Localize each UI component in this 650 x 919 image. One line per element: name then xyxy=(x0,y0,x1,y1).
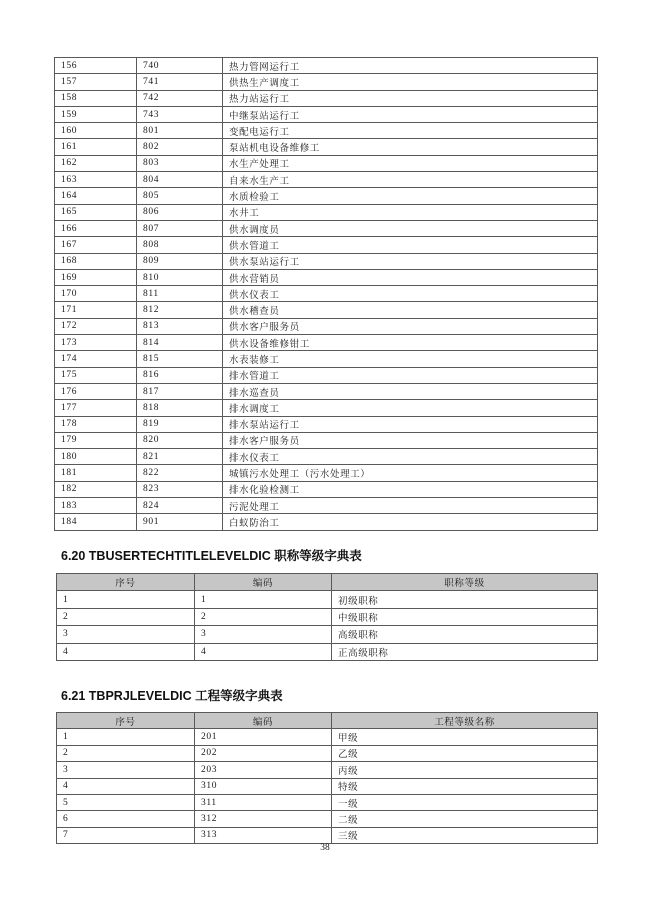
title-level-table xyxy=(56,573,598,661)
table-cell: 热力管网运行工 xyxy=(223,58,598,74)
table-row xyxy=(57,591,598,608)
column-header: 职称等级 xyxy=(332,574,598,591)
table-cell: 中级职称 xyxy=(332,608,598,625)
table-cell: 805 xyxy=(137,188,223,204)
table-cell: 乙级 xyxy=(332,745,598,761)
table-row xyxy=(55,220,598,236)
table-cell: 2 xyxy=(57,745,195,761)
table-cell: 水生产处理工 xyxy=(223,155,598,171)
job-code-table xyxy=(54,57,598,531)
table-cell: 741 xyxy=(137,74,223,90)
title-level-table-head xyxy=(57,574,598,591)
table-cell: 自来水生产工 xyxy=(223,172,598,188)
table-cell: 824 xyxy=(137,498,223,514)
table-cell: 2 xyxy=(57,608,195,625)
table-row xyxy=(55,269,598,285)
table-cell: 806 xyxy=(137,204,223,220)
table-row xyxy=(55,449,598,465)
table-row xyxy=(55,416,598,432)
table-row xyxy=(57,626,598,643)
table-cell: 4 xyxy=(57,778,195,794)
table-cell: 4 xyxy=(195,643,332,660)
table-cell: 818 xyxy=(137,400,223,416)
table-row xyxy=(55,139,598,155)
table-cell: 供水仪表工 xyxy=(223,286,598,302)
table-cell: 5 xyxy=(57,794,195,810)
table-row xyxy=(55,400,598,416)
table-cell: 819 xyxy=(137,416,223,432)
table-cell: 803 xyxy=(137,155,223,171)
table-cell: 水井工 xyxy=(223,204,598,220)
table-cell: 泵站机电设备维修工 xyxy=(223,139,598,155)
table-cell: 初级职称 xyxy=(332,591,598,608)
table-cell: 157 xyxy=(55,74,137,90)
header-row xyxy=(57,713,598,729)
column-header: 编码 xyxy=(195,574,332,591)
table-cell: 水表装修工 xyxy=(223,351,598,367)
section-6-20-heading: 6.20 TBUSERTECHTITLELEVELDIC 职称等级字典表 xyxy=(61,549,362,563)
column-header: 序号 xyxy=(57,713,195,729)
table-cell: 169 xyxy=(55,269,137,285)
table-cell: 168 xyxy=(55,253,137,269)
table-row xyxy=(55,498,598,514)
table-row xyxy=(57,827,598,843)
table-cell: 808 xyxy=(137,237,223,253)
table-cell: 变配电运行工 xyxy=(223,123,598,139)
table-cell: 排水管道工 xyxy=(223,367,598,383)
table-cell: 2 xyxy=(195,608,332,625)
header-row xyxy=(57,574,598,591)
project-level-table-body xyxy=(57,729,598,844)
column-header: 编码 xyxy=(195,713,332,729)
table-cell: 水质检验工 xyxy=(223,188,598,204)
table-cell: 1 xyxy=(195,591,332,608)
table-cell: 164 xyxy=(55,188,137,204)
table-row xyxy=(55,351,598,367)
table-cell: 810 xyxy=(137,269,223,285)
project-level-table-head xyxy=(57,713,598,729)
table-row xyxy=(55,481,598,497)
table-row xyxy=(55,367,598,383)
table-cell: 白蚁防治工 xyxy=(223,514,598,530)
table-cell: 供水稽查员 xyxy=(223,302,598,318)
table-cell: 3 xyxy=(195,626,332,643)
table-cell: 7 xyxy=(57,827,195,843)
table-cell: 201 xyxy=(195,729,332,745)
table-cell: 158 xyxy=(55,90,137,106)
table-cell: 311 xyxy=(195,794,332,810)
table-cell: 三级 xyxy=(332,827,598,843)
table-cell: 804 xyxy=(137,172,223,188)
table-cell: 160 xyxy=(55,123,137,139)
table-row xyxy=(55,335,598,351)
table-cell: 3 xyxy=(57,762,195,778)
table-cell: 820 xyxy=(137,432,223,448)
table-cell: 二级 xyxy=(332,811,598,827)
table-cell: 排水客户服务员 xyxy=(223,432,598,448)
table-row xyxy=(55,514,598,530)
table-cell: 177 xyxy=(55,400,137,416)
table-cell: 165 xyxy=(55,204,137,220)
table-cell: 热力站运行工 xyxy=(223,90,598,106)
table-cell: 313 xyxy=(195,827,332,843)
table-row xyxy=(55,172,598,188)
section-6-21-heading: 6.21 TBPRJLEVELDIC 工程等级字典表 xyxy=(61,689,283,703)
table-cell: 163 xyxy=(55,172,137,188)
table-cell: 159 xyxy=(55,106,137,122)
page-number: 38 xyxy=(320,843,330,853)
table-row xyxy=(57,745,598,761)
table-cell: 742 xyxy=(137,90,223,106)
table-cell: 812 xyxy=(137,302,223,318)
table-row xyxy=(57,608,598,625)
table-cell: 排水巡查员 xyxy=(223,383,598,399)
table-cell: 174 xyxy=(55,351,137,367)
table-cell: 170 xyxy=(55,286,137,302)
job-code-table-body xyxy=(55,58,598,531)
table-cell: 4 xyxy=(57,643,195,660)
table-cell: 城镇污水处理工（污水处理工） xyxy=(223,465,598,481)
table-cell: 排水调度工 xyxy=(223,400,598,416)
table-cell: 743 xyxy=(137,106,223,122)
table-cell: 甲级 xyxy=(332,729,598,745)
table-cell: 813 xyxy=(137,318,223,334)
table-cell: 161 xyxy=(55,139,137,155)
table-cell: 污泥处理工 xyxy=(223,498,598,514)
table-cell: 202 xyxy=(195,745,332,761)
table-cell: 排水仪表工 xyxy=(223,449,598,465)
table-row xyxy=(55,302,598,318)
table-cell: 312 xyxy=(195,811,332,827)
table-cell: 供水调度员 xyxy=(223,220,598,236)
table-cell: 740 xyxy=(137,58,223,74)
table-cell: 3 xyxy=(57,626,195,643)
table-cell: 809 xyxy=(137,253,223,269)
table-cell: 1 xyxy=(57,729,195,745)
table-row xyxy=(55,286,598,302)
table-row xyxy=(55,318,598,334)
table-cell: 811 xyxy=(137,286,223,302)
table-cell: 817 xyxy=(137,383,223,399)
table-cell: 166 xyxy=(55,220,137,236)
table-row xyxy=(55,58,598,74)
table-cell: 167 xyxy=(55,237,137,253)
table-cell: 184 xyxy=(55,514,137,530)
table-cell: 807 xyxy=(137,220,223,236)
table-cell: 181 xyxy=(55,465,137,481)
column-header: 序号 xyxy=(57,574,195,591)
table-row xyxy=(57,778,598,794)
table-cell: 排水泵站运行工 xyxy=(223,416,598,432)
table-row xyxy=(55,465,598,481)
table-cell: 176 xyxy=(55,383,137,399)
table-cell: 供水设备维修钳工 xyxy=(223,335,598,351)
table-row xyxy=(55,188,598,204)
table-cell: 182 xyxy=(55,481,137,497)
table-cell: 203 xyxy=(195,762,332,778)
table-cell: 特级 xyxy=(332,778,598,794)
title-level-table-body xyxy=(57,591,598,661)
table-cell: 供水泵站运行工 xyxy=(223,253,598,269)
table-cell: 175 xyxy=(55,367,137,383)
table-row xyxy=(57,811,598,827)
table-cell: 310 xyxy=(195,778,332,794)
table-cell: 供水营销员 xyxy=(223,269,598,285)
table-cell: 排水化验检测工 xyxy=(223,481,598,497)
table-cell: 供水客户服务员 xyxy=(223,318,598,334)
table-row xyxy=(57,794,598,810)
table-row xyxy=(57,643,598,660)
table-row xyxy=(55,90,598,106)
table-row xyxy=(55,74,598,90)
column-header: 工程等级名称 xyxy=(332,713,598,729)
table-row xyxy=(57,729,598,745)
table-row xyxy=(55,253,598,269)
table-cell: 814 xyxy=(137,335,223,351)
table-cell: 供水管道工 xyxy=(223,237,598,253)
table-cell: 172 xyxy=(55,318,137,334)
table-cell: 正高级职称 xyxy=(332,643,598,660)
table-row xyxy=(55,106,598,122)
table-row xyxy=(55,383,598,399)
project-level-table xyxy=(56,712,598,844)
table-cell: 822 xyxy=(137,465,223,481)
table-cell: 180 xyxy=(55,449,137,465)
table-cell: 179 xyxy=(55,432,137,448)
table-cell: 823 xyxy=(137,481,223,497)
table-cell: 901 xyxy=(137,514,223,530)
table-row xyxy=(55,432,598,448)
table-cell: 高级职称 xyxy=(332,626,598,643)
table-row xyxy=(55,123,598,139)
table-cell: 162 xyxy=(55,155,137,171)
table-cell: 171 xyxy=(55,302,137,318)
table-row xyxy=(55,204,598,220)
table-cell: 中继泵站运行工 xyxy=(223,106,598,122)
table-cell: 1 xyxy=(57,591,195,608)
table-row xyxy=(57,762,598,778)
table-cell: 183 xyxy=(55,498,137,514)
table-cell: 816 xyxy=(137,367,223,383)
table-cell: 供热生产调度工 xyxy=(223,74,598,90)
table-cell: 173 xyxy=(55,335,137,351)
table-cell: 802 xyxy=(137,139,223,155)
table-cell: 156 xyxy=(55,58,137,74)
table-cell: 815 xyxy=(137,351,223,367)
table-row xyxy=(55,237,598,253)
table-cell: 6 xyxy=(57,811,195,827)
table-cell: 一级 xyxy=(332,794,598,810)
table-row xyxy=(55,155,598,171)
table-cell: 801 xyxy=(137,123,223,139)
table-cell: 丙级 xyxy=(332,762,598,778)
table-cell: 178 xyxy=(55,416,137,432)
table-cell: 821 xyxy=(137,449,223,465)
